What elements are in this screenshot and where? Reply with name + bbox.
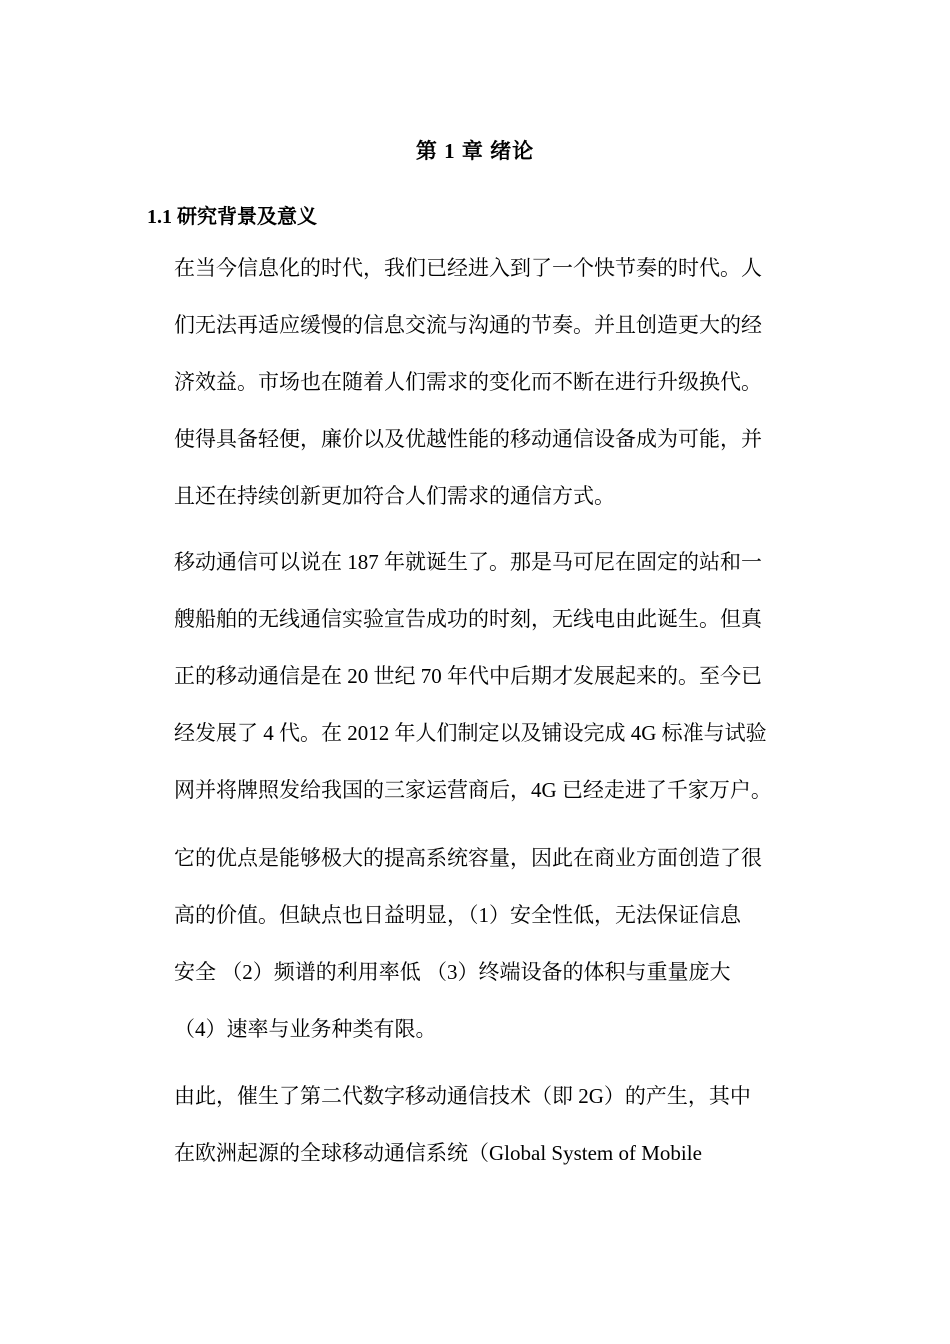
- paragraph-line: 它的优点是能够极大的提高系统容量，因此在商业方面创造了很: [174, 846, 762, 870]
- paragraph-line: 正的移动通信是在 20 世纪 70 年代中后期才发展起来的。至今已: [174, 664, 762, 688]
- paragraph-line: （4）速率与业务种类有限。: [174, 1017, 437, 1041]
- paragraph-line: 网并将牌照发给我国的三家运营商后，4G 已经走进了千家万户。: [174, 778, 772, 802]
- paragraph-line: 艘船舶的无线通信实验宣告成功的时刻，无线电由此诞生。但真: [174, 607, 762, 631]
- paragraph-line: 在当今信息化的时代，我们已经进入到了一个快节奏的时代。人: [174, 256, 762, 280]
- chapter-title: 第 1 章 绪论: [415, 139, 535, 163]
- paragraph-line: 安全 （2）频谱的利用率低 （3）终端设备的体积与重量庞大: [174, 960, 731, 984]
- paragraph-line: 使得具备轻便，廉价以及优越性能的移动通信设备成为可能，并: [174, 427, 762, 451]
- paragraph-2: [174, 534, 814, 819]
- section-heading: 1.1 研究背景及意义: [147, 206, 317, 228]
- paragraph-line: 由此，催生了第二代数字移动通信技术（即 2G）的产生，其中: [174, 1084, 751, 1108]
- paragraph-line: 在欧洲起源的全球移动通信系统（Global System of Mobile: [174, 1141, 702, 1165]
- paragraph-4: [174, 1068, 814, 1182]
- paragraph-line: 高的价值。但缺点也日益明显，（1）安全性低，无法保证信息: [174, 903, 741, 927]
- paragraph-line: 且还在持续创新更加符合人们需求的通信方式。: [174, 484, 615, 508]
- paragraph-3: [174, 830, 814, 1058]
- paragraph-1: [174, 240, 814, 525]
- paragraph-line: 们无法再适应缓慢的信息交流与沟通的节奏。并且创造更大的经: [174, 313, 762, 337]
- paragraph-line: 济效益。市场也在随着人们需求的变化而不断在进行升级换代。: [174, 370, 762, 394]
- paragraph-line: 移动通信可以说在 187 年就诞生了。那是马可尼在固定的站和一: [174, 550, 762, 574]
- paragraph-line: 经发展了 4 代。在 2012 年人们制定以及铺设完成 4G 标准与试验: [174, 721, 767, 745]
